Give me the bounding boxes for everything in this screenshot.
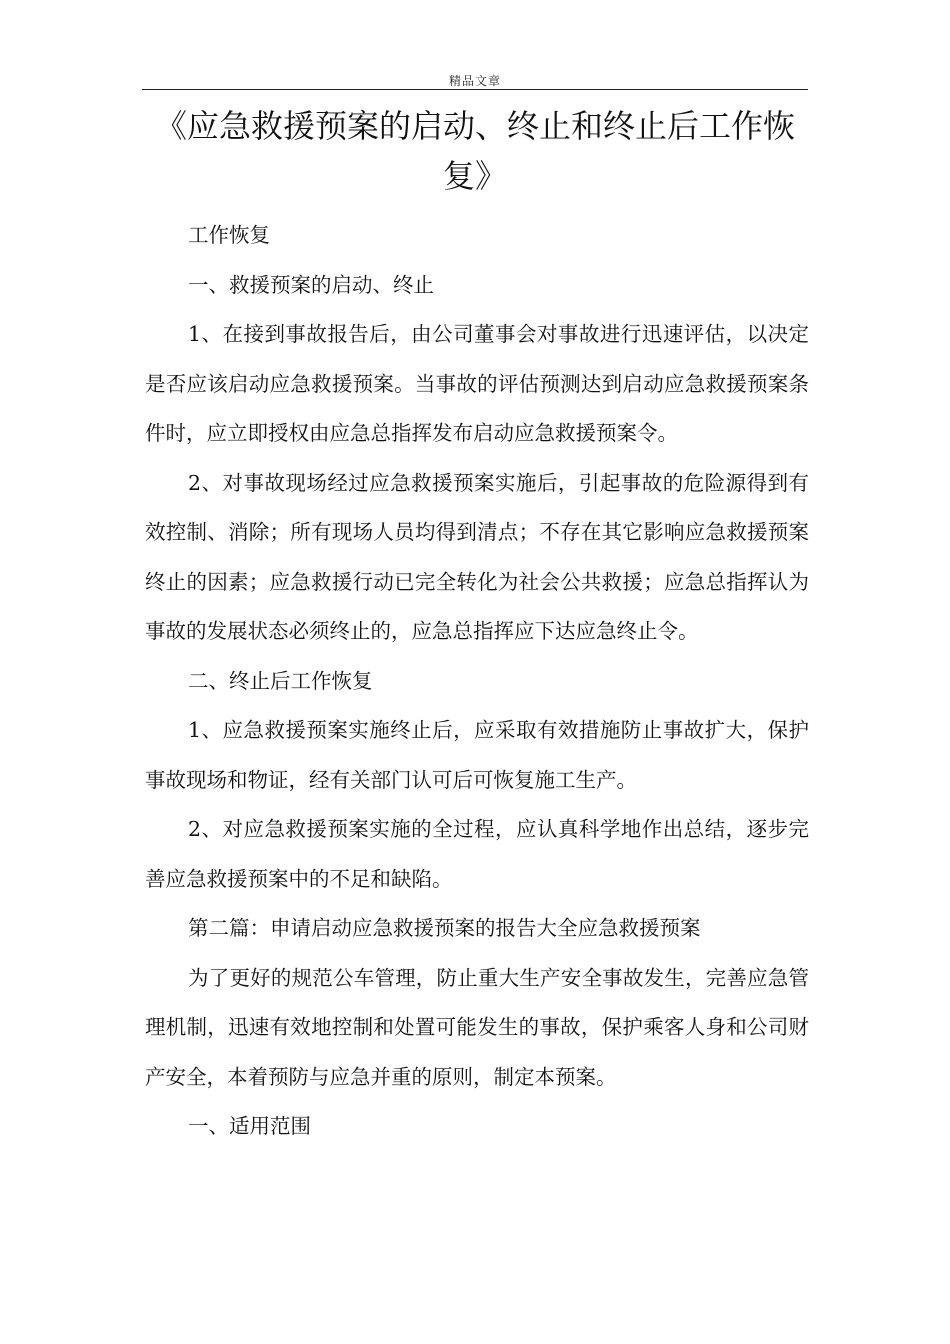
- document-body: [145, 211, 809, 1152]
- paragraph-second-article-title: 第二篇：申请启动应急救援预案的报告大全应急救援预案: [188, 916, 701, 940]
- section-heading-scope: 一、适用范围: [188, 1114, 312, 1138]
- running-header: 精品文章: [448, 74, 501, 88]
- paragraph-activation: 1、在接到事故报告后，由公司董事会对事故进行迅速评估，以决定是否应该启动应急救援预案。当事故的评估预测达到启动应急救援预案条件时，应立即授权由应急总指挥发布启动应急救援预案令。: [145, 322, 809, 445]
- header-divider: [142, 89, 808, 90]
- paragraph-termination: 2、对事故现场经过应急救援预案实施后，引起事故的危险源得到有效控制、消除；所有现场人员均得到清点；不存在其它影响应急救援预案终止的因素；应急救援行动已完全转化为社会公共救援；应急总指挥认为事故的发展状态必须终止的，应急总指挥应下达应急终止令。: [145, 470, 809, 643]
- section-heading-activation-termination: 一、救援预案的启动、终止: [188, 272, 435, 297]
- paragraph-work-recovery: 工作恢复: [188, 223, 271, 247]
- section-heading-post-termination: 二、终止后工作恢复: [188, 668, 373, 693]
- paragraph-purpose: 为了更好的规范公车管理，防止重大生产安全事故发生，完善应急管理机制，迅速有效地控制和处置可能发生的事故，保护乘客人身和公司财产安全，本着预防与应急并重的原则，制定本预案。: [145, 965, 809, 1089]
- document-title: 《应急救援预案的启动、终止和终止后工作恢复》: [154, 107, 795, 195]
- paragraph-resume-production: 1、应急救援预案实施终止后，应采取有效措施防止事故扩大，保护事故现场和物证，经有关部门认可后可恢复施工生产。: [145, 718, 809, 792]
- paragraph-summary: 2、对应急救援预案实施的全过程，应认真科学地作出总结，逐步完善应急救援预案中的不足和缺陷。: [145, 817, 809, 891]
